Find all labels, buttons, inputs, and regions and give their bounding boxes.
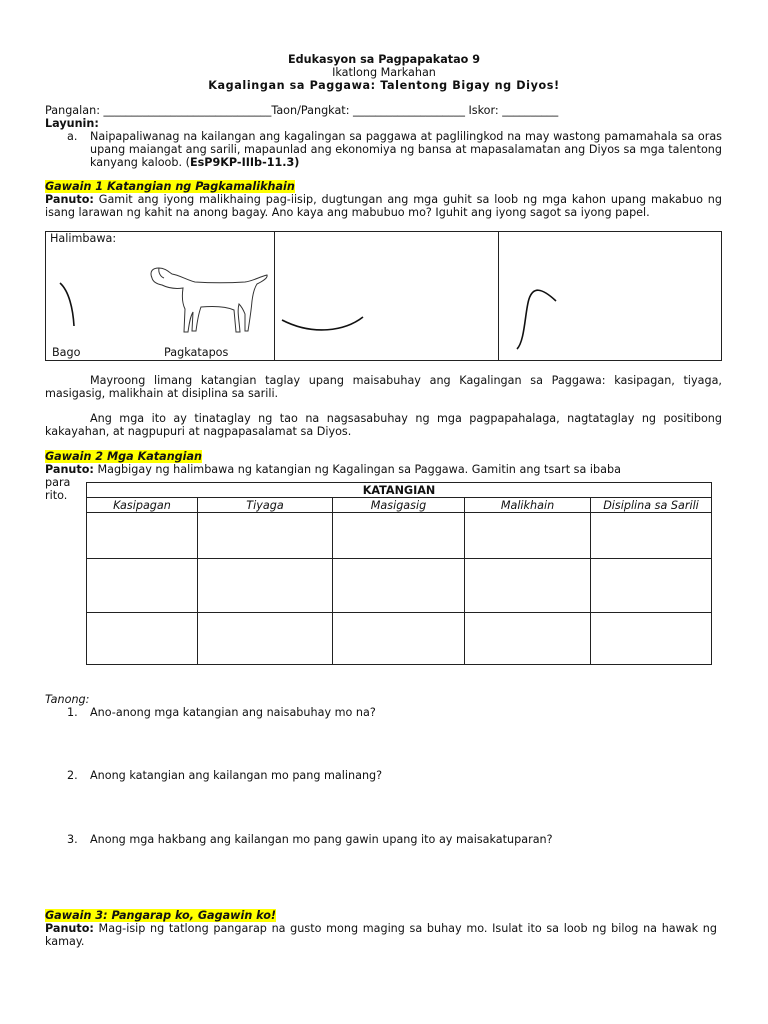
col-malikhain: Malikhain bbox=[465, 498, 591, 513]
box2-curve-stroke bbox=[282, 317, 363, 330]
box3-curve-stroke bbox=[517, 290, 556, 349]
dog-outline-icon bbox=[151, 268, 267, 332]
name-blank[interactable]: ______________________________ bbox=[103, 104, 272, 117]
col-tiyaga: Tiyaga bbox=[198, 498, 333, 513]
question-3-text: Anong mga hakbang ang kailangan mo pang gawin upang ito ay maisakatuparan? bbox=[90, 833, 553, 846]
score-blank[interactable]: __________ bbox=[502, 104, 559, 117]
info-line bbox=[45, 104, 558, 117]
after-label: Pagkatapos bbox=[164, 346, 229, 359]
question-1-text: Ano-anong mga katangian ang naisabuhay mo na? bbox=[90, 706, 376, 719]
name-label: Pangalan: bbox=[45, 104, 104, 117]
col-kasipagan: Kasipagan bbox=[87, 498, 198, 513]
question-1-num: 1. bbox=[67, 706, 78, 719]
layunin-label: Layunin: bbox=[45, 117, 99, 130]
competency-code: EsP9KP-IIIb-11.3) bbox=[189, 156, 300, 169]
drawing-strokes bbox=[45, 231, 722, 361]
layunin-marker: a. bbox=[67, 130, 78, 143]
table-row bbox=[87, 559, 712, 613]
col-masigasig: Masigasig bbox=[333, 498, 465, 513]
example-label: Halimbawa: bbox=[50, 232, 117, 245]
gawain2-panuto: Panuto: Magbigay ng halimbawa ng katangian ng Kagalingan sa Paggawa. Gamitin ang tsart sa ibaba bbox=[45, 463, 621, 476]
paragraph-2: Ang mga ito ay tinataglay ng tao na nagsasabuhay ng mga pagpapahalaga, nagtataglay ng positibong kakayahan, at nagpupuri at nagpapasalamat sa Diyos. bbox=[45, 412, 722, 438]
table-row bbox=[87, 513, 712, 559]
question-2-text: Anong katangian ang kailangan mo pang malinang? bbox=[90, 769, 383, 782]
subject-title: Edukasyon sa Pagpapakatao 9 bbox=[287, 53, 481, 66]
example-stroke bbox=[60, 283, 74, 326]
col-disiplina: Disiplina sa Sarili bbox=[591, 498, 712, 513]
table-row bbox=[87, 613, 712, 665]
gawain3-panuto: Panuto: Mag-isip ng tatlong pangarap na gusto mong maging sa buhay mo. Isulat ito sa loob ng bilog na hawak ng kamay. bbox=[45, 922, 717, 948]
katangian-table bbox=[86, 482, 712, 665]
gawain3-title: Gawain 3: Pangarap ko, Gagawin ko! bbox=[45, 909, 277, 922]
lesson-title: Kagalingan sa Paggawa: Talentong Bigay ng Diyos! bbox=[208, 79, 560, 92]
gawain2-title: Gawain 2 Mga Katangian bbox=[45, 450, 203, 463]
quarter-label: Ikatlong Markahan bbox=[332, 66, 436, 79]
question-2-num: 2. bbox=[67, 769, 78, 782]
year-blank[interactable]: ____________________ bbox=[353, 104, 465, 117]
gawain2-panuto-cont: para rito. bbox=[45, 476, 71, 502]
before-label: Bago bbox=[52, 346, 81, 359]
layunin-text: Naipapaliwanag na kailangan ang kagalingan sa paggawa at paglilingkod na may wastong pamamahala sa oras upang maiangat ang sarili, mapaunlad ang ekonomiya ng bansa at mapasalamatan ang Diyos sa mga talentong kanyang kaloob. (EsP9KP-IIIb-11.3) bbox=[90, 130, 722, 169]
gawain1-title: Gawain 1 Katangian ng Pagkamalikhain bbox=[45, 180, 295, 193]
tanong-label: Tanong: bbox=[45, 693, 90, 706]
question-3-num: 3. bbox=[67, 833, 78, 846]
score-label: Iskor: bbox=[464, 104, 503, 117]
gawain1-panuto: Panuto: Gamit ang iyong malikhaing pag-iisip, dugtungan ang mga guhit sa loob ng mga kahon upang makabuo ng isang larawan ng kahit na anong bagay. Ano kaya ang mabubuo mo? Iguhit ang iyong sagot sa iyong papel. bbox=[45, 193, 722, 219]
year-label: Taon/Pangkat: bbox=[271, 104, 354, 117]
paragraph-1: Mayroong limang katangian taglay upang maisabuhay ang Kagalingan sa Paggawa: kasipagan, tiyaga, masigasig, malikhain at disiplina sa sarili. bbox=[45, 374, 722, 400]
katangian-header: KATANGIAN bbox=[87, 483, 712, 498]
